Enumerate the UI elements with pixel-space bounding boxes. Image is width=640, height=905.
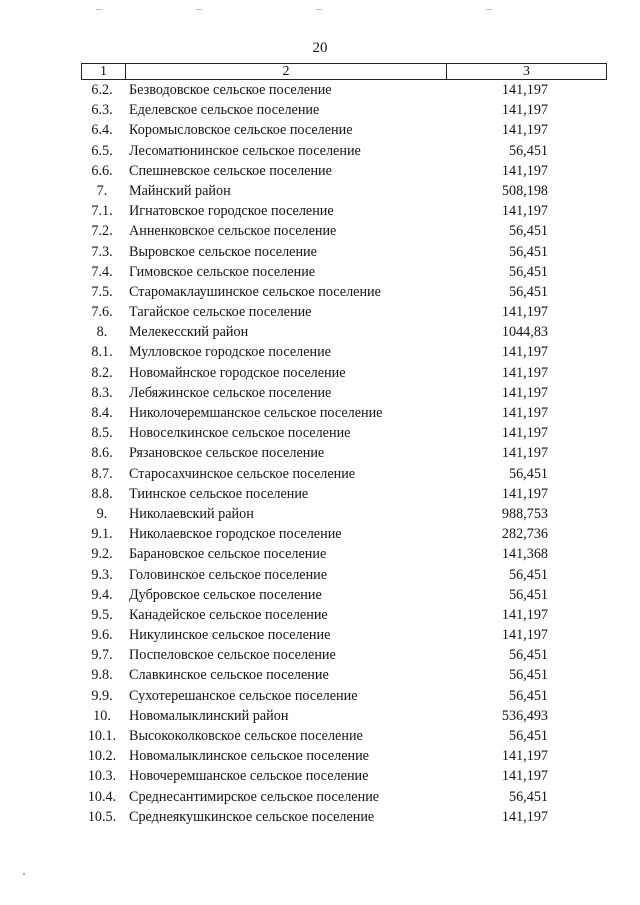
row-value: 1044,83 xyxy=(501,324,548,341)
row-name: Новомайнское городское поселение xyxy=(129,364,346,381)
row-value: 56,451 xyxy=(508,465,548,482)
table-row xyxy=(0,302,640,322)
row-name: Мулловское городское поселение xyxy=(129,344,331,361)
table-row xyxy=(0,807,640,827)
row-name: Тиинское сельское поселение xyxy=(129,485,309,502)
row-value: 141,197 xyxy=(501,748,548,765)
row-number: 7.1. xyxy=(91,203,113,220)
row-number: 7.2. xyxy=(91,223,113,240)
table-row xyxy=(0,120,640,140)
table-row xyxy=(0,403,640,423)
table-row xyxy=(0,645,640,665)
table-body xyxy=(0,80,640,827)
header-col-1: 1 xyxy=(82,64,126,79)
table-row xyxy=(0,383,640,403)
row-number: 9.2. xyxy=(91,546,113,563)
row-name: Мелекесский район xyxy=(129,324,249,341)
row-name: Анненковское сельское поселение xyxy=(129,223,337,240)
row-name: Среднесантимирское сельское поселение xyxy=(129,788,380,805)
row-name: Коромысловское сельское поселение xyxy=(129,122,353,139)
row-value: 56,451 xyxy=(508,788,548,805)
table-row xyxy=(0,585,640,605)
row-name: Славкинское сельское поселение xyxy=(129,667,329,684)
row-number: 6.2. xyxy=(91,82,113,98)
row-value: 141,197 xyxy=(501,425,548,442)
row-number: 9.3. xyxy=(91,566,113,583)
row-number: 8.6. xyxy=(91,445,113,462)
row-name: Дубровское сельское поселение xyxy=(129,586,322,603)
row-value: 141,197 xyxy=(501,405,548,421)
table-row xyxy=(0,363,640,383)
table-row xyxy=(0,100,640,120)
table-row xyxy=(0,484,640,504)
header-col-3: 3 xyxy=(523,64,530,79)
row-value: 141,368 xyxy=(501,546,548,563)
row-name: Николаевское городское поселение xyxy=(129,526,342,543)
row-name: Сухотерешанское сельское поселение xyxy=(129,687,358,704)
row-name: Никулинское сельское поселение xyxy=(129,627,331,644)
row-number: 6.6. xyxy=(91,162,113,179)
row-number: 8.3. xyxy=(91,384,113,401)
row-name: Высококолковское сельское поселение xyxy=(129,728,363,744)
row-number: 7. xyxy=(96,182,108,199)
row-value: 56,451 xyxy=(508,647,548,664)
row-number: 7.3. xyxy=(91,243,113,260)
row-number: 8.2. xyxy=(91,364,113,381)
row-name: Гимовское сельское поселение xyxy=(129,263,316,280)
row-value: 56,451 xyxy=(508,283,548,300)
table-row xyxy=(0,161,640,181)
row-name: Игнатовское городское поселение xyxy=(129,203,334,220)
row-value: 141,197 xyxy=(501,162,548,179)
table-row xyxy=(0,605,640,625)
row-number: 10.4. xyxy=(87,788,117,805)
table-row xyxy=(0,221,640,241)
row-name: Поспеловское сельское поселение xyxy=(129,647,336,664)
row-number: 10.1. xyxy=(87,728,117,744)
row-name: Еделевское сельское поселение xyxy=(129,102,320,119)
table-row xyxy=(0,746,640,766)
row-number: 9.8. xyxy=(91,667,113,684)
row-value: 988,753 xyxy=(501,505,548,522)
table-row xyxy=(0,524,640,544)
table-header xyxy=(81,63,607,80)
table-row xyxy=(0,423,640,443)
row-value: 141,197 xyxy=(501,203,548,220)
row-number: 8.7. xyxy=(91,465,113,482)
row-number: 8.4. xyxy=(91,405,113,421)
row-name: Спешневское сельское поселение xyxy=(129,162,332,179)
table-row xyxy=(0,342,640,362)
row-value: 508,198 xyxy=(501,182,548,199)
row-value: 141,197 xyxy=(501,768,548,785)
row-number: 9.4. xyxy=(91,586,113,603)
scan-speck xyxy=(23,873,25,875)
row-name: Тагайское сельское поселение xyxy=(129,304,312,321)
row-value: 141,197 xyxy=(501,304,548,321)
table-row xyxy=(0,201,640,221)
row-value: 141,197 xyxy=(501,102,548,119)
row-name: Николочеремшанское сельское поселение xyxy=(129,405,383,421)
table-row xyxy=(0,80,640,100)
table-row xyxy=(0,726,640,746)
row-number: 8.8. xyxy=(91,485,113,502)
row-number: 9.5. xyxy=(91,606,113,623)
row-name: Лебяжинское сельское поселение xyxy=(129,384,332,401)
table-row xyxy=(0,686,640,706)
row-number: 10.3. xyxy=(87,768,117,785)
row-value: 56,451 xyxy=(508,667,548,684)
row-value: 141,197 xyxy=(501,445,548,462)
row-number: 9.9. xyxy=(91,687,113,704)
row-value: 282,736 xyxy=(501,526,548,543)
row-value: 141,197 xyxy=(501,808,548,825)
row-number: 9. xyxy=(96,505,108,522)
row-number: 8.1. xyxy=(91,344,113,361)
row-name: Рязановское сельское поселение xyxy=(129,445,325,462)
table-row xyxy=(0,464,640,484)
row-value: 141,197 xyxy=(501,364,548,381)
table-row xyxy=(0,443,640,463)
row-number: 10.5. xyxy=(87,808,117,825)
row-name: Новоселкинское сельское поселение xyxy=(129,425,351,442)
row-name: Николаевский район xyxy=(129,505,254,522)
row-value: 56,451 xyxy=(508,728,548,744)
table-row xyxy=(0,141,640,161)
header-col-2: 2 xyxy=(126,64,447,79)
row-number: 9.1. xyxy=(91,526,113,543)
table-row xyxy=(0,625,640,645)
table-row xyxy=(0,262,640,282)
row-value: 141,197 xyxy=(501,82,548,98)
row-value: 56,451 xyxy=(508,142,548,159)
row-value: 56,451 xyxy=(508,223,548,240)
row-name: Старосахчинское сельское поселение xyxy=(129,465,356,482)
row-value: 141,197 xyxy=(501,485,548,502)
row-name: Головинское сельское поселение xyxy=(129,566,328,583)
row-name: Безводовское сельское поселение xyxy=(129,82,332,98)
row-name: Среднеякушкинское сельское поселение xyxy=(129,808,375,825)
table-row xyxy=(0,787,640,807)
row-name: Новочеремшанское сельское поселение xyxy=(129,768,369,785)
row-value: 56,451 xyxy=(508,566,548,583)
page-number: 20 xyxy=(312,40,328,56)
row-number: 9.6. xyxy=(91,627,113,644)
row-name: Старомаклаушинское сельское поселение xyxy=(129,283,381,300)
row-name: Выровское сельское поселение xyxy=(129,243,317,260)
row-value: 56,451 xyxy=(508,687,548,704)
table-row xyxy=(0,766,640,786)
row-number: 6.4. xyxy=(91,122,113,139)
row-name: Канадейское сельское поселение xyxy=(129,606,328,623)
row-value: 141,197 xyxy=(501,384,548,401)
table-row xyxy=(0,282,640,302)
table-row xyxy=(0,181,640,201)
row-name: Новомалыклинский район xyxy=(129,707,289,724)
row-number: 8.5. xyxy=(91,425,113,442)
table-row xyxy=(0,322,640,342)
table-row xyxy=(0,665,640,685)
row-value: 536,493 xyxy=(501,707,548,724)
table-row xyxy=(0,242,640,262)
row-name: Барановское сельское поселение xyxy=(129,546,327,563)
row-number: 8. xyxy=(96,324,108,341)
row-number: 10.2. xyxy=(87,748,117,765)
row-number: 6.3. xyxy=(91,102,113,119)
table-row xyxy=(0,706,640,726)
row-value: 141,197 xyxy=(501,627,548,644)
row-number: 10. xyxy=(93,707,111,724)
row-value: 56,451 xyxy=(508,586,548,603)
row-number: 7.4. xyxy=(91,263,113,280)
table-row xyxy=(0,544,640,564)
row-number: 6.5. xyxy=(91,142,113,159)
scan-artifacts xyxy=(0,9,640,13)
row-value: 141,197 xyxy=(501,122,548,139)
row-value: 141,197 xyxy=(501,344,548,361)
row-number: 7.5. xyxy=(91,283,113,300)
row-value: 56,451 xyxy=(508,263,548,280)
row-name: Лесоматюнинское сельское поселение xyxy=(129,142,361,159)
row-value: 141,197 xyxy=(501,606,548,623)
row-number: 9.7. xyxy=(91,647,113,664)
table-row xyxy=(0,504,640,524)
row-name: Майнский район xyxy=(129,182,231,199)
row-number: 7.6. xyxy=(91,304,113,321)
table-row xyxy=(0,565,640,585)
row-value: 56,451 xyxy=(508,243,548,260)
row-name: Новомалыклинское сельское поселение xyxy=(129,748,369,765)
